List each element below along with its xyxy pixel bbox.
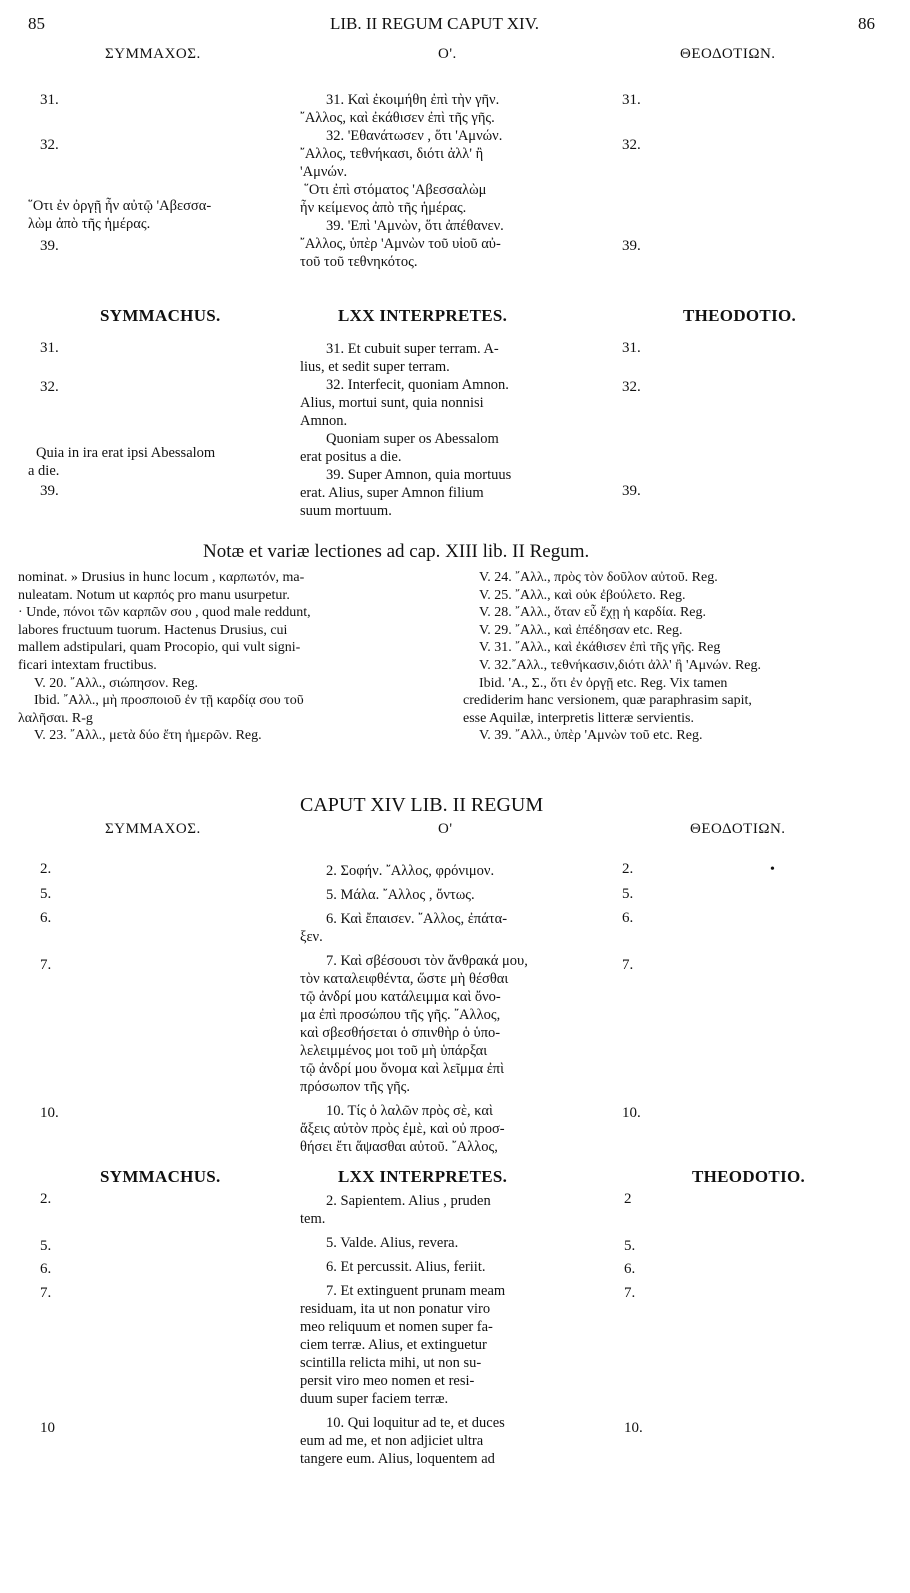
verse-number: 5.: [624, 1238, 636, 1254]
verse-number: 6.: [40, 910, 52, 926]
page-number-left: 85: [28, 14, 45, 33]
symmachus-latin-text: Quia in ira erat ipsi Abessalom a die.: [28, 445, 216, 479]
greek-heading-theodotion: ΘΕΟΔΟΤΙΩΝ.: [690, 821, 786, 837]
verse-number: 2.: [622, 861, 634, 877]
verse-number: 10: [40, 1420, 55, 1436]
verse-number: 39.: [622, 483, 641, 499]
verse-number: 5.: [40, 886, 52, 902]
verse-number: 6.: [40, 1261, 52, 1277]
greek-heading-symmachus: ΣΥΜΜΑΧΟΣ.: [105, 821, 201, 837]
symmachus-greek-text: ῞Οτι ἐν ὀργῇ ἦν αὐτῷ 'Αβεσσα- λὼμ ἀπὸ τῆς ἡμέρας.: [28, 198, 212, 232]
verse-number: 7.: [624, 1285, 636, 1301]
lxx-greek-text: 31. Καὶ ἐκοιμήθη ἐπὶ τὴν γῆν. ῎Αλλος, καὶ ἐκάθισεν ἐπὶ τῆς γῆς. 32. 'Εθανάτωσεν , ὅτι 'Αμνών. ῎Αλλος, τεθνήκασι, διότι ἀλλ' ἢ 'Αμνών. ῞Οτι ἐπὶ στόματος 'Αβεσσαλὼμ ἦν κείμενος ἀπὸ τῆς ἡμέρας. 39. 'Επὶ 'Αμνὼν, ὅτι ἀπέθανεν. ῎Αλλος, ὑπὲρ 'Αμνὼν τοῦ υἱοῦ αὐ- τοῦ τοῦ τεθνηκότος.: [300, 92, 504, 270]
notes-left-column: nominat. » Drusius in hunc locum , καρπωτόν, ma- nuleatam. Notum ut καρπός pro manu usurpetur. · Unde, πόνοι τῶν καρπῶν σου , quod male reddunt, labores fructuum tuorum. Hactenus Drusius, cui mallem adstipulari, quam Procopio, qui vult signi- ficari intextam fructibus. V. 20. ῎Αλλ., σιώπησον. Reg. Ibid. ῎Αλλ., μὴ προσποιοῦ ἐν τῇ καρδίᾳ σου τοῦ λαλῆσαι. R-g V. 23. ῎Αλλ., μετὰ δύο ἔτη ἡμερῶν. Reg.: [18, 570, 311, 744]
greek-heading-lxx: Ο': [438, 821, 453, 837]
verse-number: 5.: [40, 1238, 52, 1254]
verse-number: 32.: [622, 379, 641, 395]
notes-right-column: V. 24. ῎Αλλ., πρὸς τὸν δοῦλον αὐτοῦ. Reg. V. 25. ῎Αλλ., καὶ οὐκ ἐβούλετο. Reg. V. 28. ῎Αλλ., ὅταν εὖ ἔχῃ ἡ καρδία. Reg. V. 29. ῎Αλλ., καὶ ἐπέδησαν etc. Reg. V. 31. ῎Αλλ., καὶ ἐκάθισεν ἐπὶ τῆς γῆς. Reg V. 32.῎Αλλ., τεθνήκασιν,διότι ἀλλ' ἢ 'Αμνών. Reg. Ibid. 'Α., Σ., ὅτι ἐν ὀργῇ etc. Reg. Vix tamen crediderim hanc versionem, quæ paraphrasim sapit, esse Aquilæ, interpretis litteræ servientis. V. 39. ῎Αλλ., ὑπὲρ 'Αμνὼν τοῦ etc. Reg.: [463, 570, 762, 744]
verse-number: 6.: [622, 910, 634, 926]
verse-number: 7.: [40, 957, 52, 973]
verse-number: 2.: [40, 1191, 52, 1207]
verse-number: 10.: [40, 1105, 59, 1121]
greek-heading-theodotion: ΘΕΟΔΟΤΙΩΝ.: [680, 46, 776, 62]
verse-number: 32.: [622, 137, 641, 153]
verse-number: 6.: [624, 1261, 636, 1277]
verse-number: 32.: [40, 379, 59, 395]
page-number-right: 86: [858, 14, 875, 33]
greek-heading-lxx: Ο'.: [438, 46, 457, 62]
verse-number: 31.: [622, 340, 641, 356]
verse-number: 39.: [40, 238, 59, 254]
verse-number: 31.: [40, 92, 59, 108]
running-title: LIB. II REGUM CAPUT XIV.: [330, 14, 540, 33]
verse-number: 2: [624, 1191, 632, 1207]
latin-heading-theodotion: THEODOTIO.: [683, 306, 797, 325]
greek-heading-symmachus: ΣΥΜΜΑΧΟΣ.: [105, 46, 201, 62]
latin-heading-symmachus: SYMMACHUS.: [100, 306, 221, 325]
latin-heading-lxx: LXX INTERPRETES.: [338, 1167, 508, 1186]
latin-heading-lxx: LXX INTERPRETES.: [338, 306, 508, 325]
verse-number: 5.: [622, 886, 634, 902]
verse-number: 2.: [40, 861, 52, 877]
latin-heading-theodotion: THEODOTIO.: [692, 1167, 806, 1186]
chapter-title: CAPUT XIV LIB. II REGUM: [300, 794, 544, 816]
verse-number: 10.: [622, 1105, 641, 1121]
verse-number: 31.: [40, 340, 59, 356]
verse-number: 32.: [40, 137, 59, 153]
verse-number: 10.: [624, 1420, 643, 1436]
lxx-greek-text: 2. Σοφήν. ῎Αλλος, φρόνιμον. 5. Μάλα. ῎Αλλος , ὄντως. 6. Καὶ ἔπαισεν. ῎Αλλος, ἐπάτα- ξεν. 7. Καὶ σβέσουσι τὸν ἄνθρακά μου, τὸν καταλειφθέντα, ὥστε μὴ θέσθαι τῷ ἀνδρί μου κατάλειμμα καὶ ὄνο- μα ἐπὶ προσώπου τῆς γῆς. ῎Αλλος, καὶ σβεσθήσεται ὁ σπινθὴρ ὁ ὑπο- λελειμμένος μοι τοῦ μὴ ὑπάρξαι τῷ ἀνδρί μου ὄνομα καὶ λεῖμμα ἐπὶ πρόσωπον τῆς γῆς. 10. Τίς ὁ λαλῶν πρὸς σὲ, καὶ ἄξεις αὐτὸν πρὸς ἐμὲ, καὶ οὐ προσ- θήσει ἔτι ἅψασθαι αὐτοῦ. ῎Αλλος,: [300, 863, 528, 1155]
verse-number: 7.: [40, 1285, 52, 1301]
speck-mark: •: [770, 862, 775, 877]
verse-number: 7.: [622, 957, 634, 973]
verse-number: 31.: [622, 92, 641, 108]
verse-number: 39.: [622, 238, 641, 254]
verse-number: 39.: [40, 483, 59, 499]
latin-heading-symmachus: SYMMACHUS.: [100, 1167, 221, 1186]
lxx-latin-text: 2. Sapientem. Alius , pruden tem. 5. Valde. Alius, revera. 6. Et percussit. Alius, feriit. 7. Et extinguent prunam meam residuam, ita ut non ponatur viro meo reliquum et nomen super fa- ciem terræ. Alius, et extinguetur scintilla relicta mihi, ut non su- persit viro meo nomen et resi- duum super faciem terræ. 10. Qui loquitur ad te, et duces eum ad me, et non adjiciet ultra tangere eum. Alius, loquentem ad: [300, 1193, 506, 1467]
notes-title: Notæ et variæ lectiones ad cap. XIII lib. II Regum.: [203, 541, 590, 562]
lxx-latin-text: 31. Et cubuit super terram. A- lius, et sedit super terram. 32. Interfecit, quoniam Amnon. Alius, mortui sunt, quia nonnisi Amnon. Quoniam super os Abessalom erat positus a die. 39. Super Amnon, quia mortuus erat. Alius, super Amnon filium suum mortuum.: [300, 341, 512, 519]
